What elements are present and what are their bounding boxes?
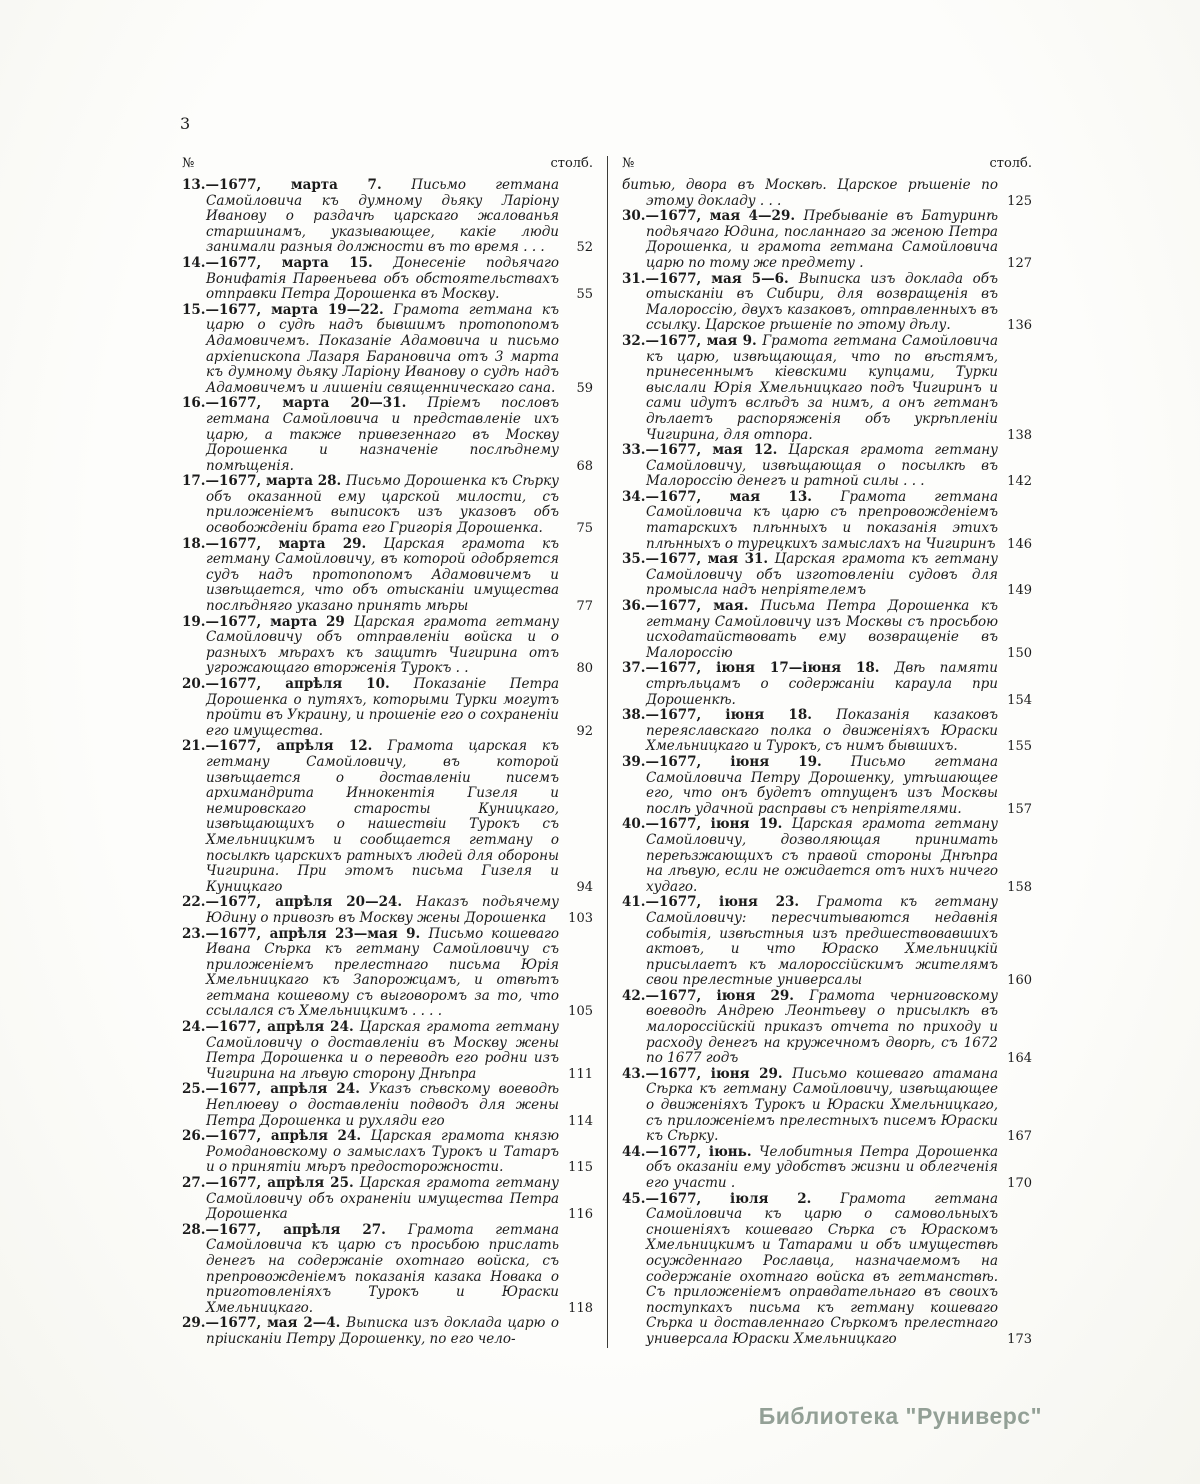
entry-text: 15.—1677, марта 19—22. Грамота гетмана къ царю о судѣ надъ бывшимъ протопопомъ Адамовичемъ. Показаніе Адамовича и письмо архіепископа Лазаря Барановича отъ 3 марта къ думному дьяку Ларіону Иванову о судѣ надъ Адамовичемъ и лишеніи священническаго сана.	[182, 301, 559, 396]
entry-column-number: 114	[568, 1113, 593, 1129]
entry-number-date: 17.—1677, марта 28.	[182, 473, 346, 490]
toc-entry	[182, 474, 593, 536]
entry-text: 14.—1677, марта 15. Донесеніе подьячаго Вонифатія Парѳеньева объ обстоятельствахъ отправки Петра Дорошенка въ Москву.	[182, 254, 560, 303]
toc-entry	[622, 989, 1032, 1067]
toc-entry	[182, 1316, 593, 1347]
toc-entry	[622, 334, 1032, 443]
entry-number-date: 43.—1677, іюня 29.	[622, 1065, 793, 1082]
entry-column-number: 77	[576, 599, 593, 615]
toc-entry	[622, 817, 1032, 895]
entry-column-number: 138	[1007, 427, 1032, 443]
toc-entry	[622, 708, 1032, 755]
entry-column-number: 92	[576, 723, 593, 739]
entry-text: 29.—1677, мая 2—4. Выписка изъ доклада царю о пріисканіи Петру Дорошенку, по его чело-	[182, 1315, 559, 1347]
toc-entry	[182, 396, 593, 474]
entry-text: 17.—1677, марта 28. Письмо Дорошенка къ Сѣрку объ оказанной ему царской милости, съ приложеніемъ выписокъ изъ указовъ объ освобожденіи брата его Григорія Дорошенка.	[182, 473, 559, 537]
entry-text: 27.—1677, апрѣля 25. Царская грамота гетману Самойловичу объ охраненіи имущества Петра Дорошенка	[182, 1175, 559, 1223]
index-column	[607, 156, 1032, 1348]
column-header	[622, 156, 1032, 171]
entry-column-number: 157	[1007, 801, 1032, 817]
entry-text: 31.—1677, мая 5—6. Выписка изъ доклада объ отысканіи въ Сибири, для возвращенія въ Малороссію, двухъ казаковъ, отправленныхъ въ ссылку. Царское рѣшеніе по этому дѣлу.	[622, 270, 998, 334]
entry-text: 16.—1677, марта 20—31. Пріемъ пословъ гетмана Самойловича и представленіе ихъ царю, а также привезеннаго въ Москву Дорошенка и назначеніе послѣднему помѣщенія.	[182, 395, 559, 474]
entry-column-number: 116	[568, 1207, 593, 1223]
entry-text: 21.—1677, апрѣля 12. Грамота царская къ гетману Самойловичу, въ которой извѣщается о доставленіи писемъ архимандрита Иннокентія Гизеля и немировскаго старосты Куницкаго, извѣщающихъ о нашествіи Турокъ съ Хмельницкимъ и сообщается гетману о посылкѣ царскихъ ратныхъ людей для обороны Чигирина. При этомъ письма Гизеля и Куницкаго	[182, 738, 559, 895]
toc-entry	[182, 895, 593, 926]
entry-column-number: 164	[1007, 1051, 1032, 1067]
entry-number-date: 44.—1677, іюнь.	[622, 1143, 760, 1160]
column-number-symbol: №	[622, 156, 635, 171]
toc-entry	[622, 1192, 1032, 1348]
entry-number-date: 33.—1677, мая 12.	[622, 442, 789, 459]
entry-number-date: 45.—1677, іюля 2.	[622, 1190, 841, 1207]
toc-entry	[182, 1129, 593, 1176]
toc-entry	[622, 552, 1032, 599]
entry-column-number: 146	[1007, 536, 1032, 552]
toc-entry	[182, 303, 593, 397]
index-column	[182, 156, 607, 1348]
watermark: Библиотека "Руниверс"	[758, 1403, 1042, 1429]
column-stolb-label: столб.	[550, 156, 593, 171]
entry-text: 40.—1677, іюня 19. Царская грамота гетману Самойловичу, дозволяющая принимать переѣзжающихъ съ правой стороны Днѣпра на лѣвую, если не ожидается отъ нихъ ничего худаго.	[622, 816, 998, 895]
entry-column-number: 155	[1007, 739, 1032, 755]
entry-text: 30.—1677, мая 4—29. Пребываніе въ Батуринѣ подьячаго Юдина, посланнаго за женою Петра Дорошенка, и грамота гетмана Самойловича царю по тому же предмету .	[622, 208, 998, 271]
entry-text: 41.—1677, іюня 23. Грамота къ гетману Самойловичу: пересчитываются недавнія событія, извѣстныя изъ предшествовавшихъ актовъ, и что Юраско Хмельницкій присылаетъ къ малороссійскимъ жителямъ свои прелестные универсалы	[622, 894, 998, 989]
entry-number-date: 38.—1677, іюня 18.	[622, 707, 837, 724]
entry-number-date: 14.—1677, марта 15.	[182, 254, 394, 271]
entry-number-date: 41.—1677, іюня 23.	[622, 894, 817, 911]
entry-column-number: 111	[568, 1066, 593, 1082]
entry-number-date: 31.—1677, мая 5—6.	[622, 270, 799, 287]
entry-text: 26.—1677, апрѣля 24. Царская грамота князю Ромодановскому о замыслахъ Турокъ и Татаръ и о принятіи мѣръ предосторожности.	[182, 1128, 559, 1176]
entry-number-date: 42.—1677, іюня 29.	[622, 987, 810, 1004]
entry-text: 32.—1677, мая 9. Грамота гетмана Самойловича къ царю, извѣщающая, что по вѣстямъ, принесеннымъ кіевскими купцами, Турки выслали Юрія Хмельницкаго подъ Чигиринъ и сами идутъ вслѣдъ за нимъ, а онъ гетманъ дѣлаетъ распоряженія объ укрѣпленіи Чигирина, для отпора.	[622, 332, 998, 443]
entry-text: 34.—1677, мая 13. Грамота гетмана Самойловича къ царю съ препровожденіемъ татарскихъ плѣнныхъ и показанія этихъ плѣнныхъ о турецкихъ замыслахъ на Чигиринъ	[622, 488, 998, 552]
entry-number-date: 36.—1677, мая.	[622, 598, 761, 615]
entry-text: 44.—1677, іюнь. Челобитныя Петра Дорошенка объ оказаніи ему удобствъ жизни и облегченія его участи .	[622, 1143, 999, 1191]
entry-number-date: 24.—1677, апрѣля 24.	[182, 1019, 360, 1036]
toc-entry	[182, 256, 593, 303]
entry-number-date: 26.—1677, апрѣля 24.	[182, 1128, 371, 1145]
entry-number-date: 20.—1677, апрѣля 10.	[182, 676, 414, 692]
entry-number-date: 13.—1677, марта 7.	[182, 177, 412, 193]
entry-text: 28.—1677, апрѣля 27. Грамота гетмана Самойловича къ царю съ просьбою прислать денегъ на содержаніе охотнаго войска, съ препровожденіемъ показанія казака Новака о приготовленіяхъ Турокъ и Юраски Хмельницкаго.	[182, 1221, 559, 1316]
entry-text: 24.—1677, апрѣля 24. Царская грамота гетману Самойловичу о доставленіи въ Москву жены Петра Дорошенка и о переводѣ его родни изъ Чигирина на лѣвую сторону Днѣпра	[182, 1019, 559, 1082]
entry-column-number: 149	[1007, 583, 1032, 599]
entry-column-number: 125	[1007, 193, 1032, 209]
toc-entry	[182, 677, 593, 739]
entry-number-date: 29.—1677, мая 2—4.	[182, 1315, 347, 1332]
column-number-symbol: №	[182, 156, 195, 171]
entry-number-date: 18.—1677, марта 29.	[182, 535, 384, 552]
toc-entry	[622, 1067, 1032, 1145]
toc-entry	[622, 209, 1032, 271]
entry-column-number: 68	[576, 458, 593, 474]
entry-column-number: 173	[1007, 1331, 1032, 1347]
entry-number-date: 32.—1677, мая 9.	[622, 332, 763, 349]
entry-number-date: 27.—1677, апрѣля 25.	[182, 1175, 360, 1191]
entry-column-number: 142	[1007, 474, 1032, 490]
entry-text: 18.—1677, марта 29. Царская грамота къ гетману Самойловичу, въ которой одобряется судъ надъ протопопомъ Адамовичемъ и извѣщается, что объ отысканіи имущества послѣдняго указано принять мѣры	[182, 535, 560, 615]
entry-text: 13.—1677, марта 7. Письмо гетмана Самойловича къ думному дьяку Ларіону Иванову о раздачѣ царскаго жалованья старшинамъ, указывающее, какіе люди занимали разныя должности въ то время . . .	[182, 177, 559, 256]
entry-number-date: 39.—1677, іюня 19.	[622, 753, 851, 770]
entry-number-date: 28.—1677, апрѣля 27.	[182, 1221, 408, 1238]
entry-column-number: 160	[1007, 973, 1032, 989]
entry-column-number: 52	[576, 240, 593, 256]
entry-text: 35.—1677, мая 31. Царская грамота къ гетману Самойловичу объ изготовленіи судовъ для промысла надъ непріятелемъ	[622, 551, 998, 599]
toc-entry	[622, 443, 1032, 490]
toc-entry	[622, 599, 1032, 661]
entry-column-number: 136	[1007, 318, 1032, 334]
toc-entry	[622, 178, 1032, 209]
entry-text: битью, двора въ Москвѣ. Царское рѣшеніе по этому докладу . . .	[622, 177, 998, 209]
entry-column-number: 80	[576, 661, 593, 677]
page-number: 3	[180, 114, 191, 133]
entry-text: 23.—1677, апрѣля 23—мая 9. Письмо кошеваго Ивана Сѣрка къ гетману Самойловичу съ приложеніемъ прелестнаго письма Юрія Хмельницкаго къ Запорожцамъ, и отвѣтъ гетмана кошевому съ выговоромъ за то, что ссылался съ Хмельницкимъ . . . .	[182, 925, 559, 1020]
toc-entry	[622, 490, 1032, 552]
entry-column-number: 118	[568, 1300, 593, 1316]
column-stolb-label: столб.	[989, 156, 1032, 171]
entry-number-date: 22.—1677, апрѣля 20—24.	[182, 894, 417, 911]
entry-column-number: 103	[568, 910, 593, 926]
entry-text: 38.—1677, іюня 18. Показанія казаковъ переяславскаго полка о движеніяхъ Юраски Хмельницкаго и Турокъ, съ нимъ бывшихъ.	[622, 707, 998, 755]
entry-number-date: 21.—1677, апрѣля 12.	[182, 738, 388, 755]
entry-text: 33.—1677, мая 12. Царская грамота гетману Самойловичу, извѣщающая о посылкѣ въ Малороссію денегъ и ратной силы . . .	[622, 442, 999, 490]
entry-column-number: 94	[576, 879, 593, 895]
entry-column-number: 127	[1007, 255, 1032, 271]
entry-column-number: 170	[1007, 1176, 1032, 1191]
entry-column-number: 167	[1007, 1129, 1032, 1145]
toc-entry	[182, 178, 593, 256]
toc-entry	[182, 927, 593, 1021]
entry-number-date: 25.—1677, апрѣля 24.	[182, 1081, 369, 1098]
entry-column-number: 105	[568, 1004, 593, 1020]
entry-column-number: 115	[568, 1160, 593, 1176]
toc-entry	[182, 739, 593, 895]
toc-entry	[182, 1176, 593, 1223]
entry-number-date: 19.—1677, марта 29	[182, 613, 354, 630]
toc-entry	[182, 537, 593, 615]
toc-entry	[182, 1082, 593, 1129]
entry-text: 43.—1677, іюня 29. Письмо кошеваго атамана Сѣрка къ гетману Самойловичу, извѣщающее о движеніяхъ Турокъ и Юраски Хмельницкаго, съ приложеніемъ прелестныхъ писемъ Юраски къ Сѣрку.	[622, 1065, 998, 1145]
entry-number-date: 40.—1677, іюня 19.	[622, 816, 792, 833]
entry-column-number: 150	[1007, 645, 1032, 661]
entry-number-date: 16.—1677, марта 20—31.	[182, 395, 428, 412]
entry-text: 45.—1677, іюля 2. Грамота гетмана Самойловича къ царю о самовольныхъ сношеніяхъ кошеваго Сѣрка съ Юраскомъ Хмельницкимъ и Татарами и объ имуществѣ осужденнаго Рославца, назначаемомъ на содержаніе охотнаго войска въ гетманствѣ. Съ приложеніемъ оправдательнаго въ своихъ поступкахъ письма къ гетману кошеваго Сѣрка и доставленнаго Сѣркомъ прелестнаго универсала Юраски Хмельницкаго	[622, 1190, 998, 1347]
toc-entry	[182, 615, 593, 677]
entry-text: 19.—1677, марта 29 Царская грамота гетману Самойловичу объ отправленіи войска и о разныхъ мѣрахъ къ защитѣ Чигирина отъ угрожающаго вторженія Турокъ . .	[182, 613, 559, 677]
entry-number-date: 35.—1677, мая 31.	[622, 551, 775, 568]
toc-entry	[622, 661, 1032, 708]
entry-column-number: 55	[576, 287, 593, 303]
toc-entry	[622, 755, 1032, 817]
entry-text: 42.—1677, іюня 29. Грамота черниговскому воеводѣ Андрею Леонтьеву о присылкѣ въ малороссійскій приказъ отчета по приходу и расходу денегъ на кружечномъ дворѣ, съ 1672 по 1677 годъ	[622, 987, 998, 1067]
entry-number-date: 23.—1677, апрѣля 23—мая 9.	[182, 925, 429, 942]
entry-text: 22.—1677, апрѣля 20—24. Наказъ подьячему Юдину о привозѣ въ Москву жены Дорошенка	[182, 894, 559, 926]
entry-column-number: 158	[1007, 879, 1032, 895]
entry-text: 39.—1677, іюня 19. Письмо гетмана Самойловича Петру Дорошенку, утѣшающее его, что онъ будетъ отпущенъ изъ Москвы послѣ удачной расправы съ непріятелями.	[622, 753, 998, 817]
toc-entry	[182, 1223, 593, 1317]
toc-entry	[182, 1020, 593, 1082]
entry-number-date: 34.—1677, мая 13.	[622, 488, 841, 505]
toc-entry	[622, 895, 1032, 989]
toc-entry	[622, 272, 1032, 334]
column-header	[182, 156, 593, 171]
entry-text: 37.—1677, іюня 17—іюня 18. Двѣ памяти стрѣльцамъ о содержаніи караула при Дорошенкѣ.	[622, 660, 999, 708]
entry-number-date: 37.—1677, іюня 17—іюня 18.	[622, 660, 895, 677]
entry-text: 20.—1677, апрѣля 10. Показаніе Петра Дорошенка о путяхъ, которыми Турки могутъ пройти въ Украину, и прошеніе его о сохраненіи его имущества.	[182, 676, 559, 739]
entry-text: 25.—1677, апрѣля 24. Указъ сѣвскому воеводѣ Неплюеву о доставленіи подводъ для жены Петра Дорошенка и рухляди его	[182, 1081, 559, 1129]
entry-column-number: 59	[576, 380, 593, 396]
index-columns	[182, 156, 1032, 1348]
entry-column-number: 75	[576, 521, 593, 537]
toc-entry	[622, 1145, 1032, 1192]
entry-number-date: 30.—1677, мая 4—29.	[622, 208, 804, 225]
entry-text: 36.—1677, мая. Письма Петра Дорошенка къ гетману Самойловичу изъ Москвы съ просьбою исходатайствовать ему возвращеніе въ Малороссію	[622, 598, 998, 661]
entry-column-number: 154	[1007, 692, 1032, 708]
entry-number-date: 15.—1677, марта 19—22.	[182, 301, 394, 318]
